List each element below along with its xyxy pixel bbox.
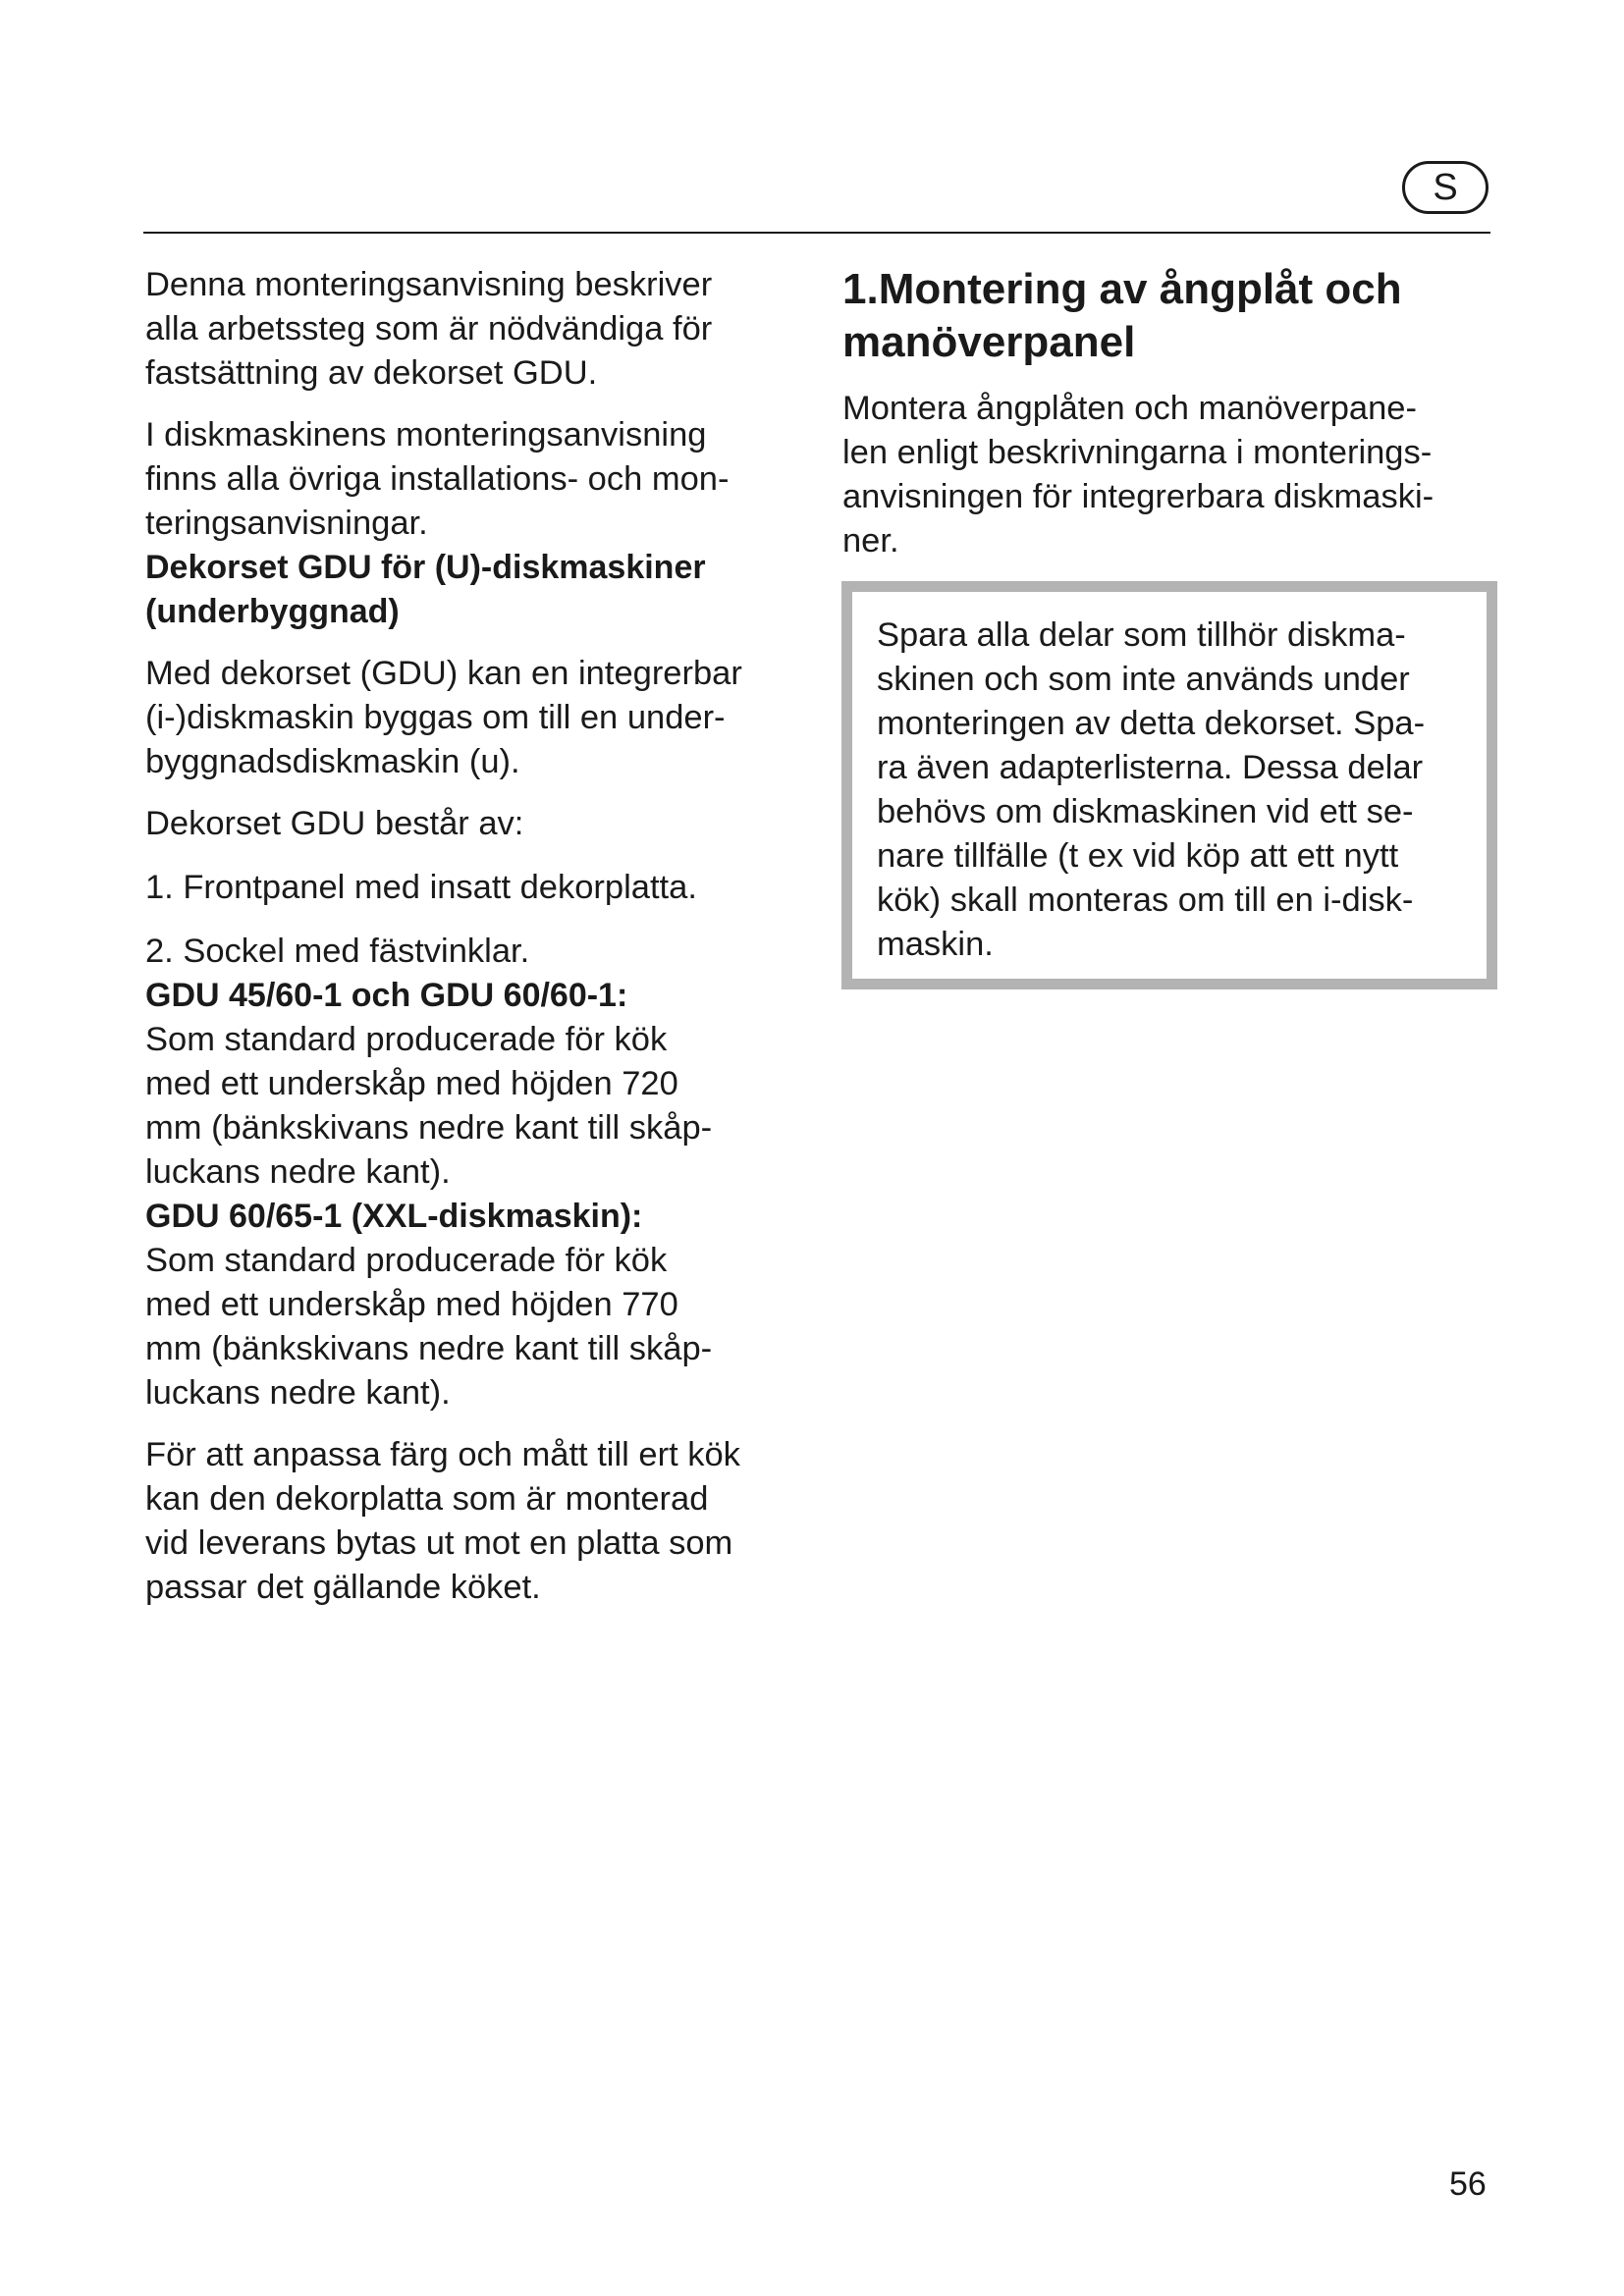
page-number: 56 — [1449, 2165, 1487, 2203]
gdu-65-heading: GDU 60/65-1 (XXL-diskmaskin): — [145, 1198, 643, 1235]
instruction-paragraph: Montera ångplåten och manöverpane- len enligt beskrivningarna i monterings- anvisningen för integrerbara diskmaski- ner. — [842, 390, 1435, 560]
gdu-45-heading: GDU 45/60-1 och GDU 60/60-1: — [145, 977, 628, 1014]
language-badge — [1402, 161, 1489, 214]
gdu-65-text: Som standard producerade för kök med ett underskåp med höjden 770 mm (bänkskivans nedre kant till skåp- luckans nedre kant). — [145, 1242, 713, 1412]
list-item: 1. Frontpanel med insatt dekorplatta. — [145, 869, 697, 906]
notice-box — [841, 581, 1497, 989]
color-paragraph: För att anpassa färg och mått till ert kök kan den dekorplatta som är monterad vid leverans bytas ut mot en platta som passar det gällande köket. — [145, 1436, 740, 1606]
section-heading-u: Dekorset GDU för (U)-diskmaskiner (underbyggnad) — [145, 549, 706, 630]
section-title: 1.Montering av ångplåt och manöverpanel — [842, 265, 1402, 366]
intro-paragraph-2: I diskmaskinens monteringsanvisning finns alla övriga installations- och mon- teringsanvisningar. — [145, 416, 730, 542]
section-paragraph-u: Med dekorset (GDU) kan en integrerbar (i-)diskmaskin byggas om till en under- byggnadsdiskmaskin (u). — [145, 655, 742, 780]
notice-text: Spara alla delar som tillhör diskma- skinen och som inte används under monteringen av detta dekorset. Spa- ra även adapterlisterna. Dessa delar behövs om diskmaskinen vid ett se- nare tillfälle (t ex vid köp att ett nytt kök) skall monteras om till en i-disk- maskin. — [877, 616, 1426, 963]
language-badge-label: S — [1433, 167, 1458, 208]
header-divider — [143, 232, 1490, 234]
left-column — [145, 263, 813, 1610]
right-column — [842, 263, 1500, 989]
list-item: 2. Sockel med fästvinklar. — [145, 933, 530, 970]
intro-paragraph: Denna monteringsanvisning beskriver alla arbetssteg som är nödvändiga för fastsättning av dekorset GDU. — [145, 266, 713, 392]
consists-of-label: Dekorset GDU består av: — [145, 805, 524, 842]
gdu-45-text: Som standard producerade för kök med ett underskåp med höjden 720 mm (bänkskivans nedre kant till skåp- luckans nedre kant). — [145, 1021, 713, 1191]
